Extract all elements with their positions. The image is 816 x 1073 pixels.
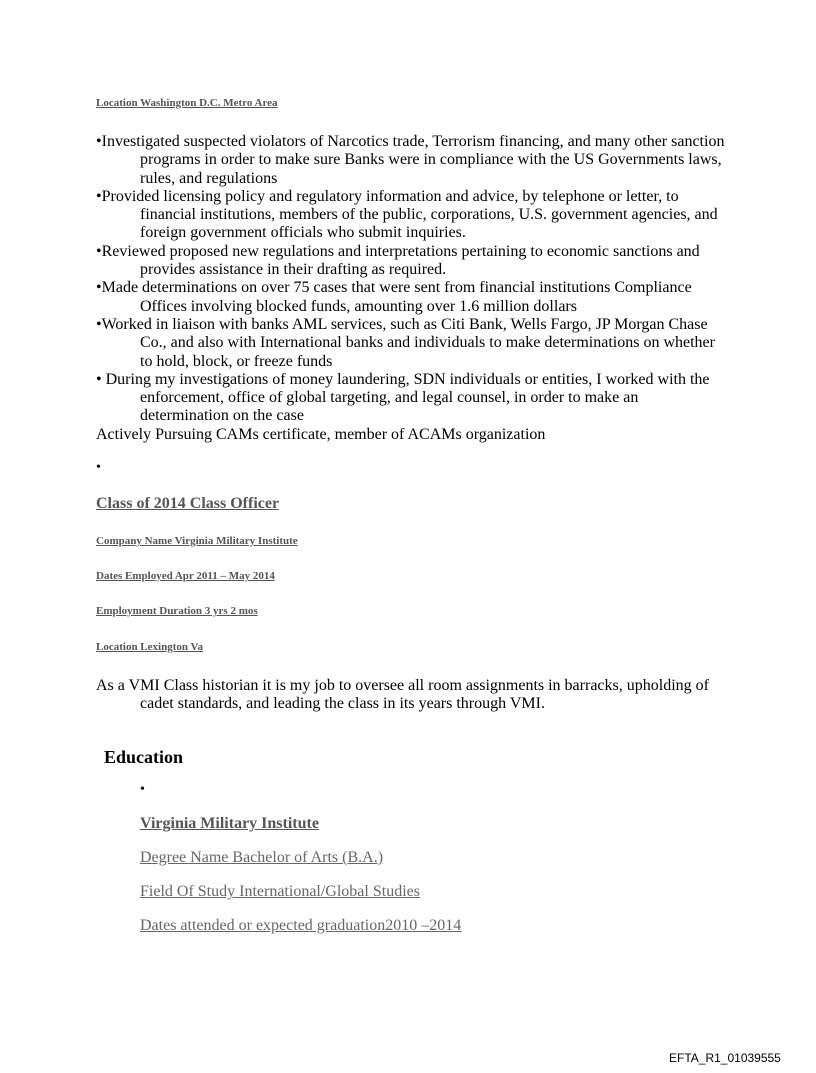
duty-text: Worked in liaison with banks AML services, such as Citi Bank, Wells Fargo, JP Morgan Chase Co., and also with International banks and individuals to make determinations on whether to hold, block, or freeze funds [101, 315, 715, 370]
duty-text: Made determinations on over 75 cases that were sent from financial institutions Compliance Offices involving blocked funds, amounting over 1.6 million dollars [101, 279, 692, 315]
empty-bullet: • [96, 460, 101, 475]
job1-duty-list [96, 133, 726, 444]
education-degree[interactable]: Degree Name Bachelor of Arts (B.A.) [140, 849, 384, 866]
duty-text: Reviewed proposed new regulations and interpretations pertaining to economic sanctions and provides assistance in their drafting as required. [101, 242, 700, 279]
bullet-mark: • [96, 187, 102, 205]
duty-text: During my investigations of money laundering, SDN individuals or entities, I worked with the enforcement, office of global targeting, and legal counsel, in order to make an determination on the case [105, 370, 710, 425]
duty-text: Provided licensing policy and regulatory information and advice, by telephone or letter, to financial institutions, members of the public, corporations, U.S. government agencies, and foreign government officials who submit inquiries. [101, 187, 718, 242]
job2-description-block [96, 677, 726, 714]
bullet-mark: • [96, 370, 106, 388]
job2-dates[interactable]: Dates Employed Apr 2011 – May 2014 [96, 570, 275, 582]
job2-title[interactable]: Class of 2014 Class Officer [96, 495, 280, 512]
bullet-mark: • [96, 315, 102, 333]
education-heading: Education [104, 747, 184, 767]
duty-item-1 [96, 133, 726, 188]
duty-item-4 [96, 279, 726, 316]
job2-duration[interactable]: Employment Duration 3 yrs 2 mos [96, 605, 258, 617]
duty-item-5 [96, 316, 726, 371]
bullet-mark: • [96, 242, 102, 260]
duty-item-6 [96, 371, 726, 426]
job2-description: As a VMI Class historian it is my job to oversee all room assignments in barracks, upholding of cadet standards, and leading the class in its years through VMI. [96, 677, 709, 713]
document-id: EFTA_R1_01039555 [669, 1051, 781, 1065]
bullet-mark: • [96, 279, 102, 297]
education-dates[interactable]: Dates attended or expected graduation2010 –2014 [140, 917, 462, 934]
duty-item-2 [96, 188, 726, 243]
certification-note: Actively Pursuing CAMs certificate, member of ACAMs organization [96, 425, 546, 443]
education-field[interactable]: Field Of Study International/Global Studies [140, 883, 420, 900]
duty-item-3 [96, 243, 726, 280]
job2-company[interactable]: Company Name Virginia Military Institute [96, 535, 298, 547]
job1-location[interactable]: Location Washington D.C. Metro Area [96, 97, 278, 109]
bullet-mark: • [96, 133, 102, 150]
education-school[interactable]: Virginia Military Institute [140, 815, 319, 832]
education-bullet: • [140, 782, 145, 797]
job2-location[interactable]: Location Lexington Va [96, 641, 203, 653]
duty-text: Investigated suspected violators of Narcotics trade, Terrorism financing, and many other sanction programs in order to make sure Banks were in compliance with the US Governments laws, rules, and regulations [101, 133, 725, 187]
